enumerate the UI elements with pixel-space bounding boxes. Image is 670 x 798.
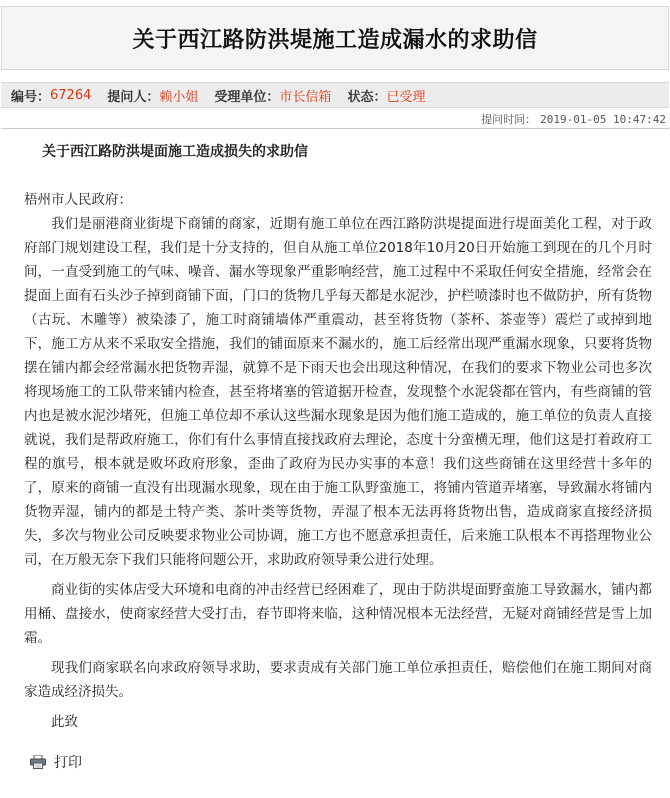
time-value: 2019-01-05 10:47:42: [540, 112, 666, 126]
letter-greeting: 梧州市人民政府：: [24, 192, 132, 208]
printer-icon: [30, 755, 46, 769]
meta-status: [347, 86, 425, 105]
title-bar: [1, 6, 669, 70]
meta-number: [11, 86, 91, 105]
number-value: 67264: [50, 87, 92, 103]
letter-paragraph: 商业街的实体店受大环境和电商的冲击经营已经困难了，现由于防洪堤面野蛮施工导致漏水，铺内都用桶、盘接水，使商家经营大受打击，春节即将来临，这种情况根本无法经营，无疑对商铺经营是雪上加霜。: [24, 582, 652, 646]
status-label: 状态：: [347, 89, 387, 105]
submitter-label: 提问人：: [107, 89, 160, 105]
letter-paragraph: 现我们商家联名向求政府领导求助，要求责成有关部门施工单位承担责任，赔偿他们在施工期间对商家造成经济损失。: [24, 660, 652, 700]
question-time: [481, 110, 666, 128]
letter-body: [24, 140, 652, 734]
letter-closing: 此致: [51, 714, 78, 730]
unit-label: 受理单位：: [214, 89, 280, 105]
status-badge: 已受理: [386, 89, 426, 105]
meta-bar: [1, 82, 669, 108]
meta-submitter: [107, 86, 198, 105]
time-label: 提问时间：: [481, 113, 537, 126]
submitter-value: 赖小姐: [159, 89, 199, 105]
letter-paragraph: 我们是丽港商业街堤下商铺的商家，近期有施工单位在西江路防洪堤提面进行堤面美化工程，对于政府部门规划建设工程，我们是十分支持的，但自从施工单位2018年10月20日开始施工到现在的几个月时间，一直受到施工的气味、噪音、漏水等现象严重影响经营，施工过程中不采取任何安全措施，经常会在提面上面有石头沙子掉到商铺下面，门口的货物几乎每天都是水泥沙，护栏喷漆时也不做防护，所有货物（古玩、木雕等）被染漆了，施工时商铺墙体严重震动，甚至将货物（茶杯、茶壶等）震烂了或掉到地下，施工方从来不采取安全措施，我们的铺面原来不漏水的，施工后经常出现严重漏水现象，只要将货物摆在铺内都会经常漏水把货物弄湿，就算不是下雨天也会出现这种情况，在我们的要求下物业公司也多次将现场施工的工队带来铺内检查，甚至将堵塞的管道据开检查，发现整个水泥袋都在管内，有些商铺的管内也是被水泥沙堵死，但施工单位却不承认这些漏水现象是因为他们施工造成的，施工单位的负责人直接就说，我们是帮政府施工，你们有什么事情直接找政府去理论，态度十分蛮横无理，他们这是打着政府工程的旗号，根本就是败坏政府形象，歪曲了政府为民办实事的本意！我们这些商铺在这里经营十多年的了，原来的商铺一直没有出现漏水现象，现在由于施工队野蛮施工，将铺内管道弄堵塞，导致漏水将铺内货物弄湿，铺内的都是土特产类、茶叶类等货物，弄湿了根本无法再将货物出售，造成商家直接经济损失，多次与物业公司反映要求物业公司协调，施工方也不愿意承担责任，后来施工队根本不再搭理物业公司，在万般无奈下我们只能将问题公开，求助政府领导秉公进行处理。: [24, 216, 652, 568]
print-button[interactable]: [30, 752, 82, 772]
print-label: 打印: [54, 755, 82, 771]
meta-unit: [214, 86, 331, 105]
page-title: 关于西江路防洪堤施工造成漏水的求助信: [132, 27, 538, 53]
letter-subject: 关于西江路防洪堤面施工造成损失的求助信: [42, 144, 308, 160]
number-label: 编号：: [11, 89, 51, 105]
divider: [1, 128, 669, 129]
unit-value: 市长信箱: [279, 89, 332, 105]
